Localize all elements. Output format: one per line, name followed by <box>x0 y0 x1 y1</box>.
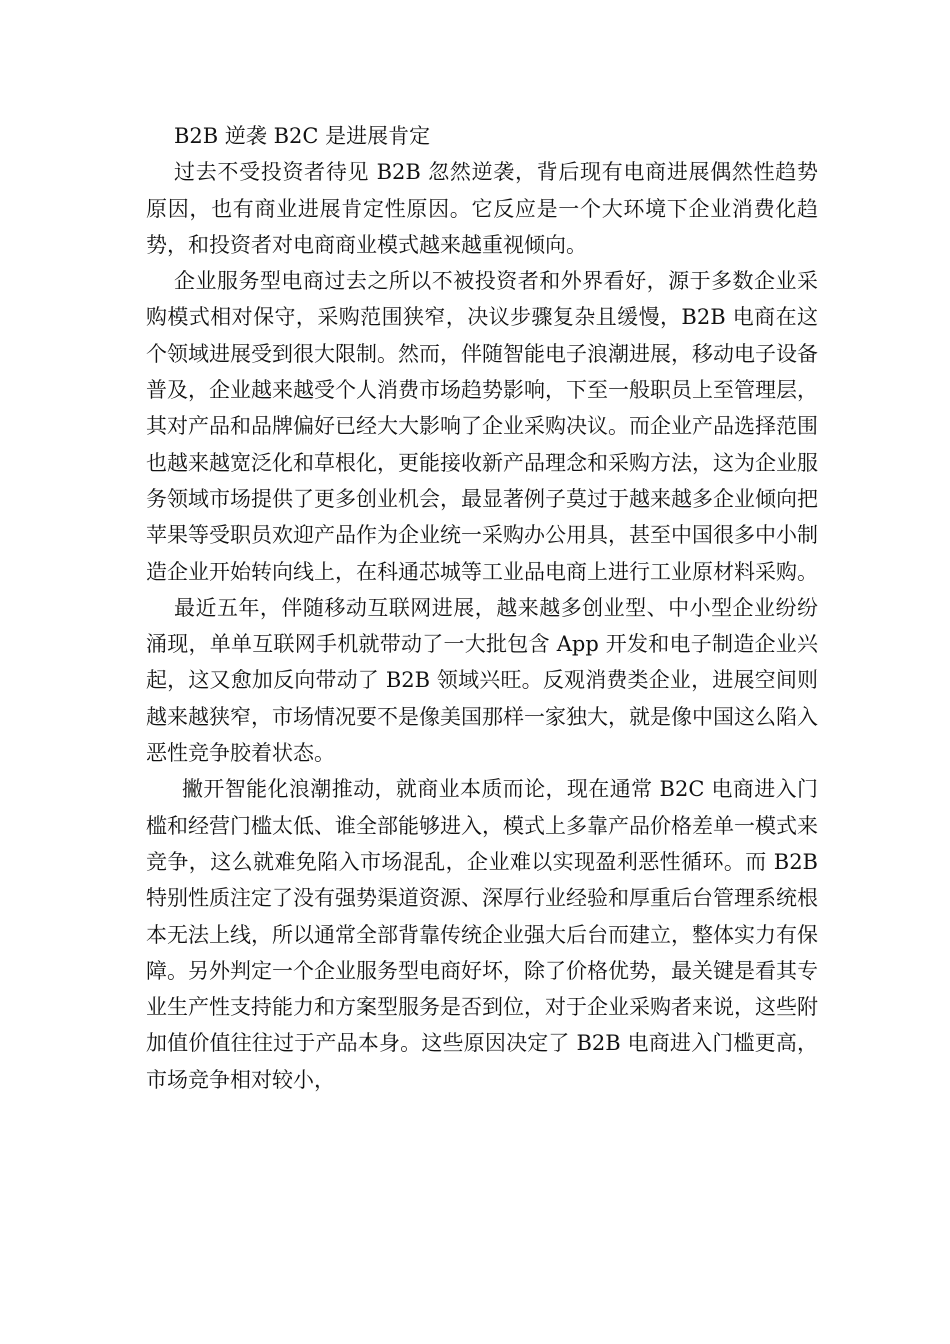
article-body <box>146 118 818 1098</box>
paragraph-4: 撇开智能化浪潮推动，就商业本质而论，现在通常 B2C 电商进入门槛和经营门槛太低、谁全部能够进入，模式上多靠产品价格差单一模式来竞争，这么就难免陷入市场混乱，企业难以实现盈利恶性循环。而 B2B 特别性质注定了没有强势渠道资源、深厚行业经验和厚重后台管理系统根本无法上线，所以通常全部背靠传统企业强大后台而建立，整体实力有保障。另外判定一个企业服务型电商好坏，除了价格优势，最关键是看其专业生产性支持能力和方案型服务是否到位，对于企业采购者来说，这些附加值价值往往过于产品本身。这些原因决定了 B2B 电商进入门槛更高，市场竞争相对较小， <box>146 777 818 1092</box>
paragraph-3: 最近五年，伴随移动互联网进展，越来越多创业型、中小型企业纷纷涌现，单单互联网手机就带动了一大批包含 App 开发和电子制造企业兴起，这又愈加反向带动了 B2B 领域兴旺。反观消费类企业，进展空间则越来越狭窄，市场情况要不是像美国那样一家独大，就是像中国这么陷入恶性竞争胶着状态。 <box>146 595 818 766</box>
article-title: B2B 逆袭 B2C 是进展肯定 <box>174 124 431 148</box>
paragraph-2: 企业服务型电商过去之所以不被投资者和外界看好，源于多数企业采购模式相对保守，采购范围狭窄，决议步骤复杂且缓慢，B2B 电商在这个领域进展受到很大限制。然而，伴随智能电子浪潮进展，移动电子设备普及，企业越来越受个人消费市场趋势影响，下至一般职员上至管理层，其对产品和品牌偏好已经大大影响了企业采购决议。而企业产品选择范围也越来越宽泛化和草根化，更能接收新产品理念和采购方法，这为企业服务领域市场提供了更多创业机会，最显著例子莫过于越来越多企业倾向把苹果等受职员欢迎产品作为企业统一采购办公用具，甚至中国很多中小制造企业开始转向线上，在科通芯城等工业品电商上进行工业原材料采购。 <box>146 269 818 584</box>
paragraph-1: 过去不受投资者待见 B2B 忽然逆袭，背后现有电商进展偶然性趋势原因，也有商业进展肯定性原因。它反应是一个大环境下企业消费化趋势，和投资者对电商商业模式越来越重视倾向。 <box>146 160 818 257</box>
